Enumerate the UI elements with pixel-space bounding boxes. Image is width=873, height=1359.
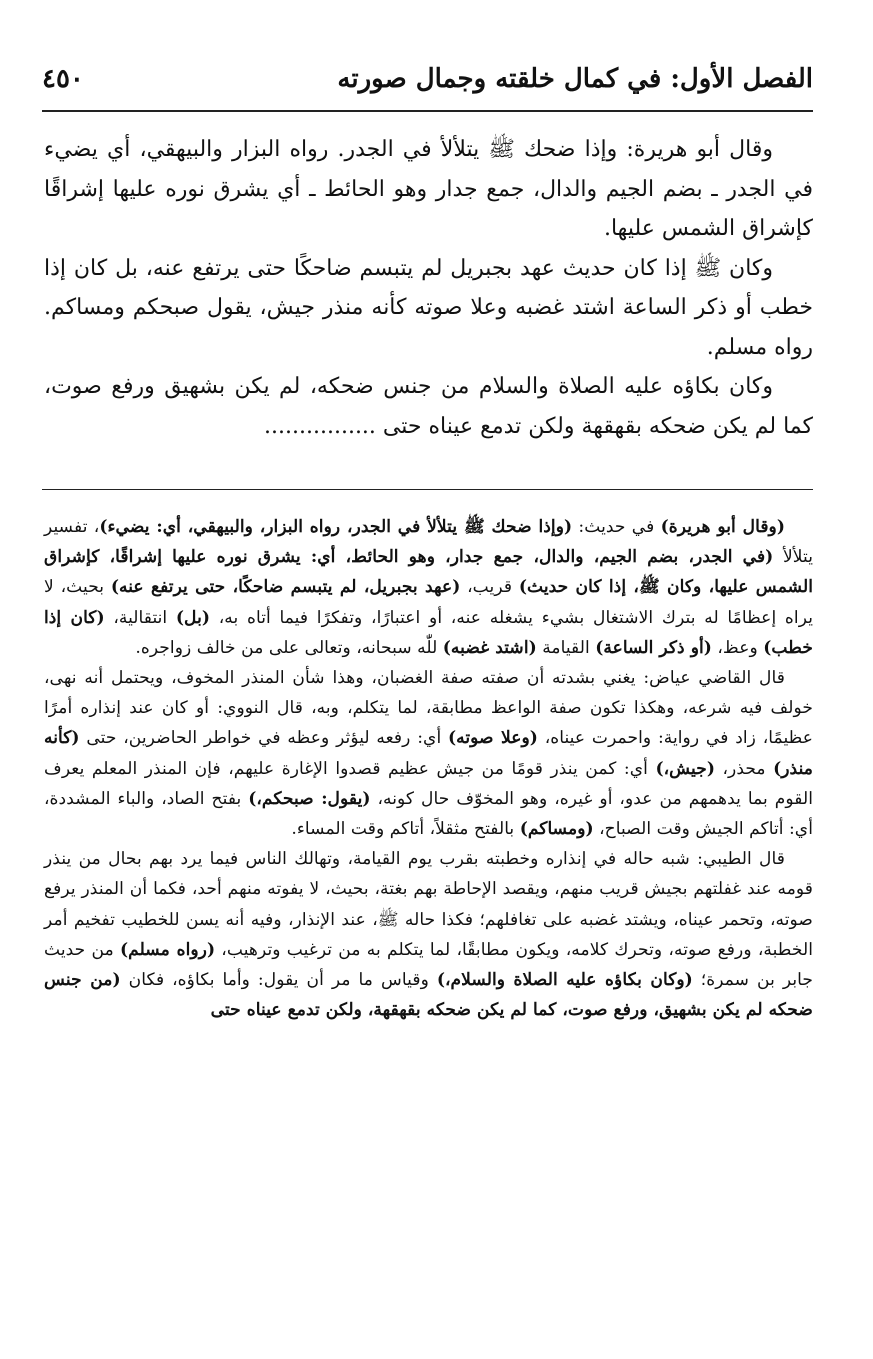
header-rule <box>42 110 813 112</box>
main-paragraph: وكان ﷺ إذا كان حديث عهد بجبريل لم يتبسم ضاحكًا حتى يرتفع عنه، بل كان إذا خطب أو ذكر الساعة اشتد غضبه وعلا صوته كأنه منذر جيش، يقول صبحكم ومساكم. رواه مسلم. <box>44 255 813 360</box>
commentary-quoted-text: (يقول: صبحكم،) <box>248 788 371 809</box>
commentary-explanation-text: انتقالية، <box>104 607 176 628</box>
commentary-explanation-text: بفتح الصاد، والباء المشددة، أي: أتاكم الجيش وقت الصباح، <box>44 788 813 840</box>
commentary-explanation-text: بالفتح مثقلاً، أتاكم وقت المساء. <box>291 819 520 840</box>
commentary-explanation-text: ، تفسير يتلألأ <box>44 517 813 568</box>
commentary-quoted-text: (جيش،) <box>655 758 715 779</box>
commentary-quoted-text: (وقال أبو هريرة) <box>660 517 785 537</box>
commentary-explanation-text: من حديث جابر بن سمرة؛ <box>44 939 813 991</box>
commentary-explanation-text: بحيث، لا يراه إعظامًا له بترك الاشتغال بشيء يشغله عنه، أو اعتبارًا، وتفكرًا فيما أتاه به، <box>44 577 813 628</box>
commentary-quoted-text: (وكان بكاؤه عليه الصلاة والسلام،) <box>436 970 693 991</box>
commentary-quoted-text: (من جنس ضحكه لم يكن بشهيق، ورفع صوت، كما لم يكن ضحكه بقهقهة، ولكن تدمع عيناه حتى <box>44 970 813 1021</box>
main-paragraph: وكان بكاؤه عليه الصلاة والسلام من جنس ضحكه، لم يكن بشهيق ورفع صوت، كما لم يكن ضحكه بقهقهة ولكن تدمع عيناه حتى ................ <box>44 374 813 439</box>
commentary-explanation-text: أي: كمن ينذر قومًا من جيش عظيم قصدوا الإغارة عليهم، فإن المنذر المعلم يعرف القوم بما يدهمهم من عدو، أو غيره، وهو المخوّف حال كونه، <box>44 758 813 809</box>
commentary-explanation-text: القيامة <box>536 637 596 658</box>
commentary-quoted-text: (وعلا صوته) <box>448 728 538 749</box>
commentary-quoted-text: (عهد بجبريل، لم يتبسم ضاحكًا، حتى يرتفع عنه) <box>110 577 461 598</box>
main-text <box>44 130 813 446</box>
commentary-paragraph <box>44 844 813 1025</box>
commentary-paragraph <box>44 663 813 844</box>
commentary-explanation-text: قال الطيبي: شبه حاله في إنذاره وخطبته بقرب يوم القيامة، وتهالك الناس فيما يرد بهم بحال من ينذر قومه عند غفلتهم بجيش قريب منهم، ويقصد الإحاطة بهم بغتة، بحيث، لا يفوته منهم أحد، فكما أن المنذر يرفع صوته، وتحمر عيناه، ويشتد غضبه على تغافلهم؛ فكذا حاله ﷺ، عند الإنذار، وفيه أنه يسن للخطيب تفخيم أمر الخطبة، ورفع صوته، وتحرك كلامه، ويكون مطابقًا، لما يتكلم به من ترغيب وترهيب، <box>44 849 813 960</box>
commentary-explanation-text: قال القاضي عياض: يغني بشدته أن صفته صفة الغضبان، وهذا شأن المنذر المخوف، ويحتمل أنه نهى، خولف فيه شرعه، وهكذا تكون صفة الواعظ مطابقة، لما يتكلم، وبه، قال النووي: أو كان عند إنذاره أمرًا عظيمًا، زاد في رواية: واحمرت عيناه، <box>44 668 814 749</box>
commentary-text <box>44 512 813 1025</box>
commentary-explanation-text: في حديث: <box>572 517 661 537</box>
commentary-explanation-text: وعظ، <box>711 637 764 658</box>
chapter-title: الفصل الأول: في كمال خلقته وجمال صورته <box>337 64 813 94</box>
main-paragraph: وقال أبو هريرة: وإذا ضحك ﷺ يتلألأ في الجدر. رواه البزار والبيهقي، أي يضيء في الجدر ـ بضم الجيم والدال، جمع جدار وهو الحائط ـ أي يشرق نوره عليها إشراقًا كإشراق الشمس عليها. <box>44 137 814 241</box>
commentary-quoted-text: (أو ذكر الساعة) <box>595 637 712 658</box>
commentary-paragraph <box>44 512 813 663</box>
commentary-explanation-text: وقياس ما مر أن يقول: وأما بكاؤه، فكان <box>120 970 437 991</box>
commentary-explanation-text: قريب، <box>460 577 519 598</box>
commentary-explanation-text: أي: رفعه ليؤثر وعظه في خواطر الحاضرين، حتى <box>79 728 449 749</box>
commentary-quoted-text: (رواه مسلم) <box>120 939 216 960</box>
commentary-quoted-text: (كان إذا خطب) <box>44 607 813 658</box>
footnote-separator-rule <box>42 489 813 490</box>
commentary-quoted-text: (في الجدر، بضم الجيم، والدال، جمع جدار، وهو الحائط، أي: يشرق نوره عليها إشراقًا، كإشراق الشمس عليها، وكان ﷺ، إذا كان حديث) <box>44 547 813 598</box>
commentary-quoted-text: (وإذا ضحك ﷺ يتلألأ في الجدر، رواه البزار، والبيهقي، أي: يضيء) <box>99 517 573 537</box>
commentary-quoted-text: (بل) <box>175 607 210 628</box>
commentary-explanation-text: للّٰه سبحانه، وتعالى على من خالف زواجره. <box>135 637 443 658</box>
page-number: ٤٥٠ <box>42 64 84 94</box>
commentary-quoted-text: (كأنه منذر) <box>44 728 813 779</box>
page-header <box>42 56 813 106</box>
commentary-quoted-text: (اشتد غضبه) <box>442 637 537 658</box>
commentary-explanation-text: محذر، <box>714 758 774 779</box>
commentary-quoted-text: (ومساكم) <box>519 819 594 840</box>
